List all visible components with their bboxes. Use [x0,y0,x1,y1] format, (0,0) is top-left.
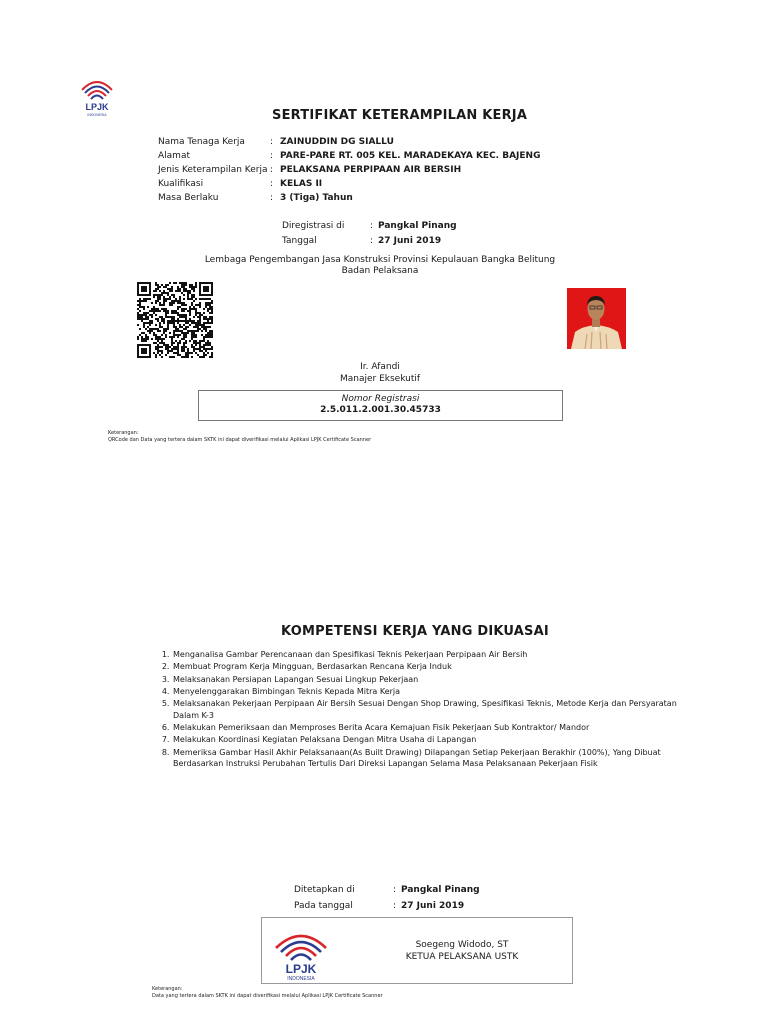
registered-date-label: Tanggal [282,236,317,246]
field-label-skill: Jenis Keterampilan Kerja [158,165,268,175]
competency-item: 1. Menganalisa Gambar Perencanaan dan Spesifikasi Teknis Pekerjaan Perpipaan Air Bersih [172,649,682,661]
competency-item: 4. Menyelenggarakan Bimbingan Teknis Kepada Mitra Kerja [172,686,682,698]
stipulated-at-label: Ditetapkan di [294,885,355,895]
logo-text: LPJK [285,962,317,976]
stipulated-date-value: 27 Juni 2019 [401,901,465,911]
qr-code [137,282,213,358]
holder-photo [567,288,626,349]
lpjk-logo-small [78,72,116,118]
registration-number-value: 2.5.011.2.001.30.45733 [320,405,441,415]
chair-position: KETUA PELAKSANA USTK [405,952,519,962]
field-colon: : [270,151,274,161]
lpjk-logo-large [270,922,332,982]
note-text: QRCode dan Data yang tertera dalam SKTK ini dapat diverifikasi melalui Aplikasi LPJK Certificate Scanner [108,437,372,443]
field-label-name: Nama Tenaga Kerja [158,137,245,147]
competency-item: 8. Memeriksa Gambar Hasil Akhir Pelaksanaan(As Built Drawing) Dilapangan Setiap Pekerjaan Berakhir (100%), Yang Dibuat Berdasarkan Instruksi Perubahan Tertulis Dari Direksi Lapangan Selama Masa Pelaksanaan Pekerjaan Fisik [172,747,682,770]
person-photo-icon [567,288,626,349]
colon: : [370,236,374,246]
colon: : [393,901,397,911]
signatory-position: Manajer Eksekutif [339,374,421,384]
field-value-validity: 3 (Tiga) Tahun [280,193,353,203]
field-colon: : [270,193,274,203]
chair-name: Soegeng Widodo, ST [415,940,509,950]
competency-title: KOMPETENSI KERJA YANG DIKUASAI [281,624,549,639]
registered-at-label: Diregistrasi di [282,221,345,231]
competency-item: 3. Melaksanakan Persiapan Lapangan Sesuai Lingkup Pekerjaan [172,674,682,686]
institution-name: Lembaga Pengembangan Jasa Konstruksi Provinsi Kepulauan Bangka Belitung [204,255,556,265]
logo-subtext: INDONESIA [87,113,107,117]
logo-text: LPJK [85,102,109,112]
registration-number-box [198,390,563,421]
note-text: Data yang tertera dalam SKTK ini dapat diverifikasi melalui Aplikasi LPJK Certificate Scanner [152,993,383,999]
lpjk-logo-icon [78,72,116,118]
field-colon: : [270,137,274,147]
field-colon: : [270,179,274,189]
field-value-qualification: KELAS II [280,179,323,189]
stipulated-date-label: Pada tanggal [294,901,353,911]
note-heading: Keterangan: [152,986,183,992]
note-heading: Keterangan: [108,430,139,436]
chair-signature-box [261,917,573,984]
field-value-name: ZAINUDDIN DG SIALLU [280,137,394,147]
signatory-name: Ir. Afandi [360,362,400,372]
competency-item: 7. Melakukan Koordinasi Kegiatan Pelaksana Dengan Mitra Usaha di Lapangan [172,734,682,746]
field-value-address: PARE-PARE RT. 005 KEL. MARADEKAYA KEC. BAJENG [280,151,541,161]
institution-body: Badan Pelaksana [341,266,419,276]
field-label-validity: Masa Berlaku [158,193,219,203]
field-label-qualification: Kualifikasi [158,179,204,189]
field-value-skill: PELAKSANA PERPIPAAN AIR BERSIH [280,165,462,175]
logo-subtext: INDONESIA [287,976,315,982]
registered-at-value: Pangkal Pinang [378,221,457,231]
field-colon: : [270,165,274,175]
field-label-address: Alamat [158,151,190,161]
colon: : [370,221,374,231]
competency-item: 6. Melakukan Pemeriksaan dan Memproses Berita Acara Kemajuan Fisik Pekerjaan Sub Kontraktor/ Mandor [172,722,682,734]
qr-code-icon [137,282,213,358]
registered-date-value: 27 Juni 2019 [378,236,442,246]
competency-item: 2. Membuat Program Kerja Mingguan, Berdasarkan Rencana Kerja Induk [172,661,682,673]
colon: : [393,885,397,895]
competency-list [160,649,682,770]
stipulated-at-value: Pangkal Pinang [401,885,480,895]
competency-item: 5. Melaksanakan Pekerjaan Perpipaan Air Bersih Sesuai Dengan Shop Drawing, Spesifikasi Teknis, Metode Kerja dan Persyaratan Dalam K-3 [172,698,682,721]
lpjk-logo-icon [270,922,332,982]
certificate-title: SERTIFIKAT KETERAMPILAN KERJA [272,108,528,123]
registration-number-label: Nomor Registrasi [341,394,420,404]
